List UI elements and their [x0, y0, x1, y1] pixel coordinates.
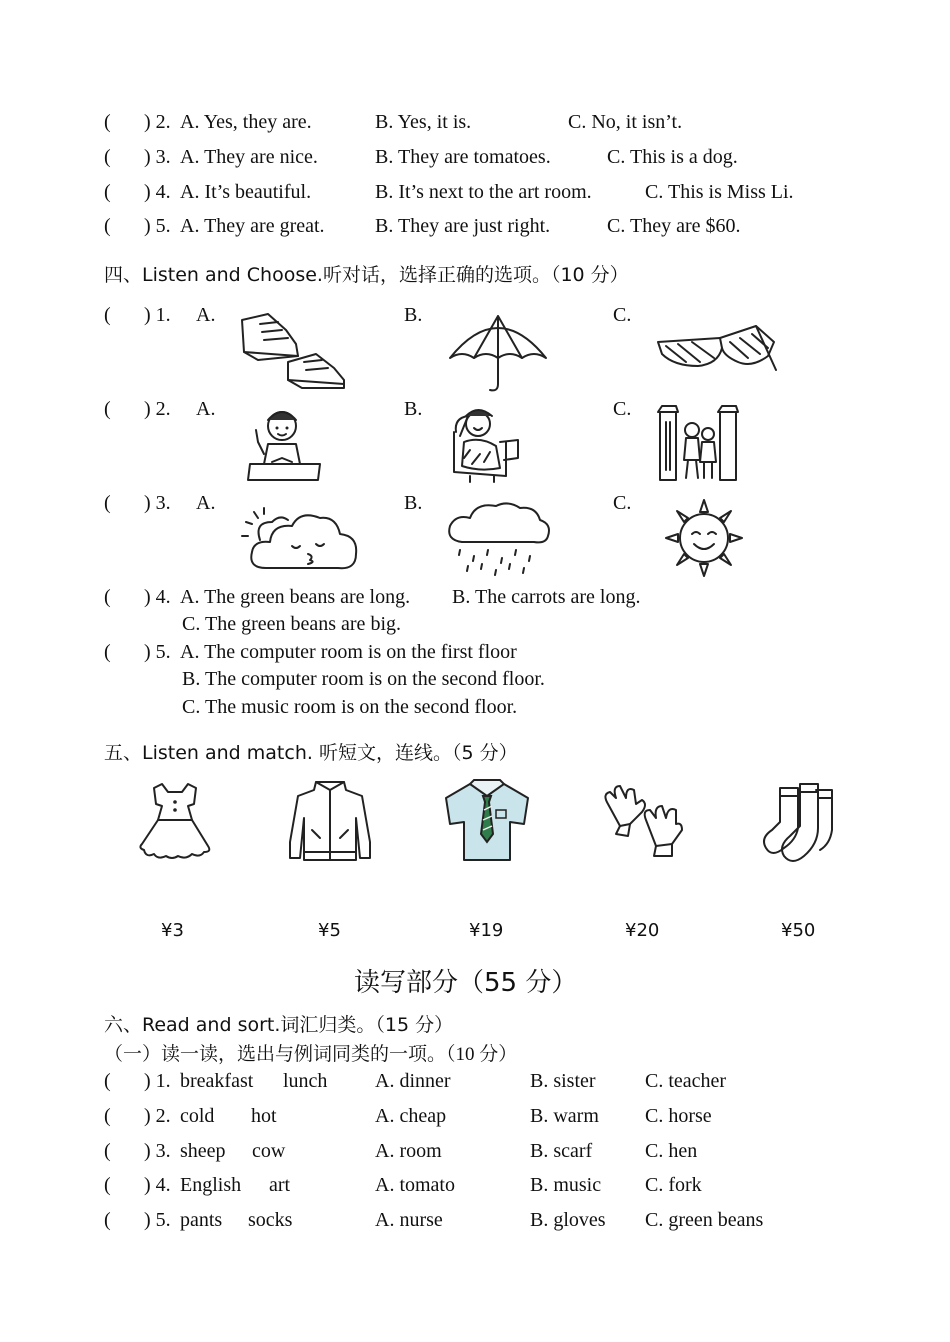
- shirt-tie-icon: [444, 778, 530, 864]
- option-a: A. dinner: [375, 1070, 451, 1092]
- sneakers-icon: [238, 310, 348, 390]
- question-number: ) 5.: [144, 1209, 171, 1231]
- answer-bracket: (: [104, 111, 111, 133]
- boy-reading-icon: [246, 404, 324, 482]
- price-label: ¥19: [469, 920, 504, 941]
- option-a: A. The computer room is on the first floor: [180, 641, 517, 663]
- option-c: C. fork: [645, 1174, 702, 1196]
- option-c: C. horse: [645, 1105, 712, 1127]
- option-b: B. They are just right.: [375, 215, 551, 237]
- option-b: B. music: [530, 1174, 602, 1196]
- option-c: C. They are $60.: [607, 215, 741, 237]
- option-c: C. No, it isn’t.: [568, 111, 683, 133]
- sunny-icon: [664, 498, 744, 578]
- option-c-label: C.: [613, 304, 632, 326]
- price-label: ¥5: [318, 920, 341, 941]
- option-a: A. It’s beautiful.: [180, 181, 312, 203]
- option-b: B. The carrots are long.: [452, 586, 641, 608]
- question-number: ) 3.: [144, 1140, 171, 1162]
- question-number: ) 5.: [144, 641, 171, 663]
- option-c: C. hen: [645, 1140, 698, 1162]
- jacket-icon: [286, 778, 374, 864]
- option-b-label: B.: [404, 492, 423, 514]
- option-b-label: B.: [404, 304, 423, 326]
- sunglasses-icon: [656, 322, 778, 376]
- price-label: ¥50: [781, 920, 816, 941]
- umbrella-icon: [448, 312, 548, 392]
- rainy-icon: [446, 500, 552, 578]
- option-a: A. nurse: [375, 1209, 443, 1231]
- option-b: B. scarf: [530, 1140, 593, 1162]
- answer-bracket: (: [104, 1105, 111, 1127]
- answer-bracket: (: [104, 181, 111, 203]
- section5-title: 五、Listen and match. 听短文，连线。（5 分）: [104, 742, 518, 764]
- option-c: C. green beans: [645, 1209, 764, 1231]
- question-number: ) 3.: [144, 146, 171, 168]
- part-title: 读写部分（55 分）: [354, 968, 578, 998]
- option-b: B. The computer room is on the second floor.: [182, 668, 545, 690]
- option-a-label: A.: [196, 492, 216, 514]
- price-label: ¥20: [625, 920, 660, 941]
- question-number: ) 2.: [144, 111, 171, 133]
- answer-bracket: (: [104, 1209, 111, 1231]
- option-a: A. The green beans are long.: [180, 586, 411, 608]
- option-b: B. gloves: [530, 1209, 606, 1231]
- option-c: C. The music room is on the second floor.: [182, 696, 518, 718]
- example-word-1: English: [180, 1174, 242, 1196]
- option-a: A. They are great.: [180, 215, 325, 237]
- option-a-label: A.: [196, 304, 216, 326]
- option-a: A. Yes, they are.: [180, 111, 312, 133]
- example-word-1: cold: [180, 1105, 215, 1127]
- option-a: A. tomato: [375, 1174, 455, 1196]
- option-a: A. room: [375, 1140, 442, 1162]
- option-c: C. teacher: [645, 1070, 727, 1092]
- section6-subtitle: （一）读一读，选出与例词同类的一项。（10 分）: [104, 1044, 518, 1065]
- answer-bracket: (: [104, 586, 111, 608]
- example-word-1: breakfast: [180, 1070, 254, 1092]
- answer-bracket: (: [104, 146, 111, 168]
- question-number: ) 3.: [144, 492, 171, 514]
- kids-at-gate-icon: [658, 402, 738, 482]
- answer-bracket: (: [104, 304, 111, 326]
- option-a: A. They are nice.: [180, 146, 318, 168]
- answer-bracket: (: [104, 215, 111, 237]
- gloves-icon: [602, 784, 684, 858]
- option-a: A. cheap: [375, 1105, 447, 1127]
- option-c: C. This is Miss Li.: [645, 181, 794, 203]
- example-word-2: lunch: [283, 1070, 328, 1092]
- option-b: B. It’s next to the art room.: [375, 181, 592, 203]
- answer-bracket: (: [104, 1174, 111, 1196]
- question-number: ) 1.: [144, 1070, 171, 1092]
- example-word-2: socks: [248, 1209, 293, 1231]
- question-number: ) 5.: [144, 215, 171, 237]
- option-c-label: C.: [613, 492, 632, 514]
- question-number: ) 2.: [144, 398, 171, 420]
- answer-bracket: (: [104, 1140, 111, 1162]
- answer-bracket: (: [104, 398, 111, 420]
- cloudy-icon: [240, 506, 364, 574]
- example-word-2: cow: [252, 1140, 286, 1162]
- example-word-1: sheep: [180, 1140, 226, 1162]
- option-b: B. sister: [530, 1070, 596, 1092]
- example-word-2: art: [269, 1174, 291, 1196]
- answer-bracket: (: [104, 1070, 111, 1092]
- option-c: C. This is a dog.: [607, 146, 738, 168]
- dress-icon: [136, 780, 214, 862]
- question-number: ) 4.: [144, 1174, 171, 1196]
- question-number: ) 2.: [144, 1105, 171, 1127]
- socks-icon: [760, 782, 834, 862]
- answer-bracket: (: [104, 492, 111, 514]
- question-number: ) 1.: [144, 304, 171, 326]
- answer-bracket: (: [104, 641, 111, 663]
- option-b-label: B.: [404, 398, 423, 420]
- girl-in-bed-icon: [450, 402, 522, 482]
- option-b: B. warm: [530, 1105, 599, 1127]
- option-c: C. The green beans are big.: [182, 613, 401, 635]
- section4-title: 四、Listen and Choose.听对话，选择正确的选项。（10 分）: [104, 264, 629, 286]
- example-word-2: hot: [251, 1105, 277, 1127]
- question-number: ) 4.: [144, 181, 171, 203]
- option-c-label: C.: [613, 398, 632, 420]
- question-number: ) 4.: [144, 586, 171, 608]
- option-b: B. They are tomatoes.: [375, 146, 551, 168]
- option-a-label: A.: [196, 398, 216, 420]
- example-word-1: pants: [180, 1209, 223, 1231]
- option-b: B. Yes, it is.: [375, 111, 472, 133]
- price-label: ¥3: [161, 920, 184, 941]
- section6-title: 六、Read and sort.词汇归类。（15 分）: [104, 1014, 454, 1036]
